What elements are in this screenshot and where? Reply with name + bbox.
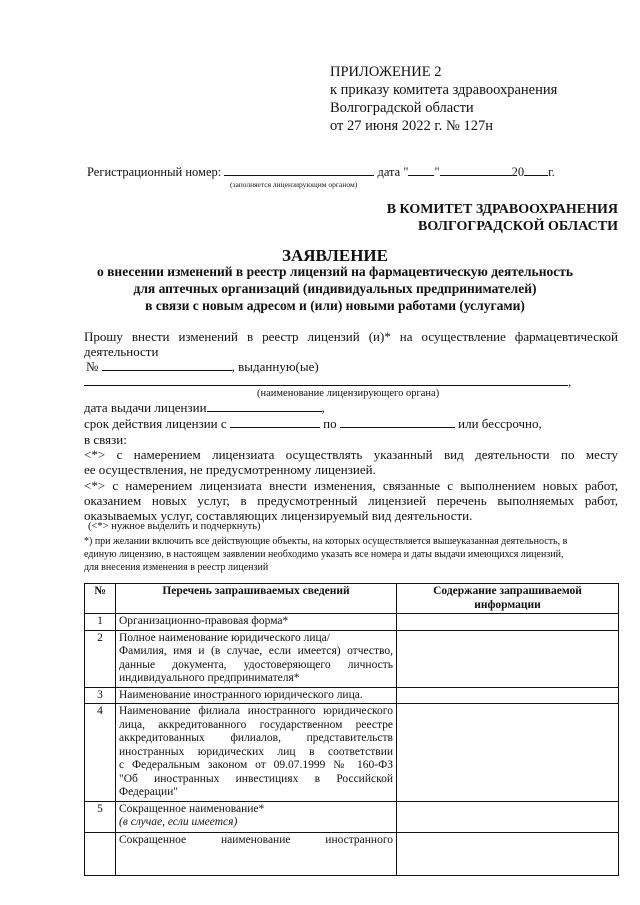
row-text: с Федеральным законом от 09.07.1999 № 160-ФЗ xyxy=(119,759,393,771)
row-text: Фамилия, имя и (в случае, если имеется) отчество, xyxy=(119,645,393,657)
row-description xyxy=(116,801,397,832)
row-text: Сокращенное наименование* xyxy=(119,802,265,815)
row-number: 2 xyxy=(85,630,116,687)
header-content-line-1: Содержание запрашиваемой xyxy=(433,585,582,597)
row-text: аккредитованных филиалов, представительств xyxy=(119,732,393,744)
option-1-line-1[interactable]: <*> с намерением лицензиата осуществлять указанный вид деятельности по месту xyxy=(84,447,618,462)
license-number-row xyxy=(86,359,319,375)
registration-year-suffix: г. xyxy=(548,165,555,179)
option-2-line-2: оказанием новых услуг, в предусмотренный лицензией перечень выполняемых работ, xyxy=(84,493,618,508)
header-content xyxy=(397,584,619,614)
validity-label: срок действия лицензии с xyxy=(84,416,227,431)
request-line-1: Прошу внести изменений в реестр лицензий (и)* на осуществление фармацевтической xyxy=(84,329,618,344)
header-num: № xyxy=(85,584,116,614)
appendix-line-3: от 27 июня 2022 г. № 127н xyxy=(330,118,493,134)
row-description xyxy=(116,704,397,802)
row-number: 1 xyxy=(85,614,116,631)
row-text: Сокращенное наименование иностранного xyxy=(119,833,393,846)
issue-date-label: дата выдачи лицензии xyxy=(84,400,207,415)
table-row xyxy=(85,630,619,687)
table-header-row xyxy=(85,584,619,614)
row-text: лица, аккредитованного государственном реестре xyxy=(119,718,393,731)
row-text: "Об иностранных инвестициях в Российской xyxy=(119,772,393,785)
registration-note: (заполняется лицензирующим органом) xyxy=(230,180,358,189)
statement-subtitle-2: для аптечных организаций (индивидуальных предпринимателей) xyxy=(133,281,537,296)
footnote-line-1: *) при желании включить все действующие объекты, на которых осуществляется вышеуказанная деятельность, в xyxy=(84,536,568,547)
appendix-line-2: Волгоградской области xyxy=(330,100,474,116)
option-2-line-1[interactable]: <*> с намерением лицензиата внести изменения, связанные с выполнением новых работ, xyxy=(84,478,618,493)
validity-from-field[interactable] xyxy=(230,416,320,428)
row-text: Наименование филиала иностранного юридического xyxy=(119,705,393,717)
registration-number-field[interactable] xyxy=(224,164,374,176)
statement-subtitle-3: в связи с новым адресом и (или) новыми работами (услугами) xyxy=(145,298,525,313)
information-table xyxy=(84,583,619,876)
recipient-line-1: В КОМИТЕТ ЗДРАВООХРАНЕНИЯ xyxy=(386,202,618,217)
row-value-field[interactable] xyxy=(397,832,619,875)
issue-date-comma: , xyxy=(321,400,325,415)
row-description xyxy=(116,630,397,687)
request-line-2: деятельности xyxy=(84,344,159,359)
row-number: 5 xyxy=(85,801,116,832)
in-connection-label: в связи: xyxy=(84,432,127,447)
license-issued-label: , выданную(ые) xyxy=(231,359,319,374)
row-description xyxy=(116,614,397,631)
appendix-line-1: к приказу комитета здравоохранения xyxy=(330,82,558,98)
validity-row xyxy=(84,416,542,432)
statement-subtitle-1: о внесении изменений в реестр лицензий на фармацевтическую деятельность xyxy=(97,264,573,279)
row-text: Организационно-правовая форма* xyxy=(119,615,289,627)
row-text: иностранных юридических лиц в соответствии xyxy=(119,745,393,758)
row-text: Полное наименование юридического лица/ xyxy=(119,631,330,644)
validity-to-label: по xyxy=(323,416,337,431)
row-number: 3 xyxy=(85,687,116,704)
row-number xyxy=(85,832,116,875)
header-content-line-2: информации xyxy=(474,598,541,611)
recipient-line-2: ВОЛГОГРАДСКОЙ ОБЛАСТИ xyxy=(418,219,618,234)
row-text: (в случае, если имеется) xyxy=(119,816,238,828)
license-number-prefix: № xyxy=(86,359,99,374)
row-text: Федерации" xyxy=(119,786,179,798)
licensing-authority-comma: , xyxy=(568,374,572,389)
licensing-authority-note: (наименование лицензирующего органа) xyxy=(257,388,440,399)
row-value-field[interactable] xyxy=(397,704,619,802)
row-text: Наименование иностранного юридического лица. xyxy=(119,688,363,701)
row-description xyxy=(116,687,397,704)
table-row xyxy=(85,801,619,832)
registration-row xyxy=(87,164,555,180)
row-number: 4 xyxy=(85,704,116,802)
row-value-field[interactable] xyxy=(397,614,619,631)
registration-quote-open: " xyxy=(403,165,409,179)
footnote-line-3: для внесения изменения в реестр лицензий xyxy=(84,562,269,573)
registration-quote-close: " xyxy=(434,165,440,179)
statement-title: ЗАЯВЛЕНИЕ xyxy=(281,246,388,265)
registration-label: Регистрационный номер: xyxy=(87,165,222,179)
table-row xyxy=(85,614,619,631)
row-value-field[interactable] xyxy=(397,801,619,832)
licensing-authority-field[interactable] xyxy=(84,385,568,386)
appendix-title: ПРИЛОЖЕНИЕ 2 xyxy=(330,64,442,80)
registration-day-field[interactable] xyxy=(408,164,434,176)
row-text: данные документа, удостоверяющего личность xyxy=(119,658,393,671)
row-value-field[interactable] xyxy=(397,687,619,704)
issue-date-field[interactable] xyxy=(207,400,322,412)
table-row xyxy=(85,832,619,875)
select-note: (<*> нужное выделить и подчеркнуть) xyxy=(88,521,261,532)
validity-or-label: или бессрочно, xyxy=(458,416,542,431)
option-2-line-3: оказываемых услуг, составляющих лицензируемый вид деятельности. xyxy=(84,508,473,523)
row-text: индивидуального предпринимателя* xyxy=(119,672,300,684)
issue-date-row xyxy=(84,400,325,416)
option-1-line-2: ее осуществления, не предусмотренному лицензией. xyxy=(84,462,376,477)
header-list: Перечень запрашиваемых сведений xyxy=(116,584,397,614)
registration-month-field[interactable] xyxy=(440,164,512,176)
registration-date-label: дата xyxy=(377,165,401,179)
registration-year-prefix: 20 xyxy=(511,165,525,179)
row-description xyxy=(116,832,397,875)
registration-year-field[interactable] xyxy=(524,164,548,176)
row-value-field[interactable] xyxy=(397,630,619,687)
table-row xyxy=(85,687,619,704)
license-number-field[interactable] xyxy=(102,359,232,371)
footnote-line-2: единую лицензию, в настоящем заявлении необходимо указать все номера и даты выдачи имеющихся лицензий, xyxy=(84,549,564,560)
table-row xyxy=(85,704,619,802)
validity-to-field[interactable] xyxy=(340,416,455,428)
